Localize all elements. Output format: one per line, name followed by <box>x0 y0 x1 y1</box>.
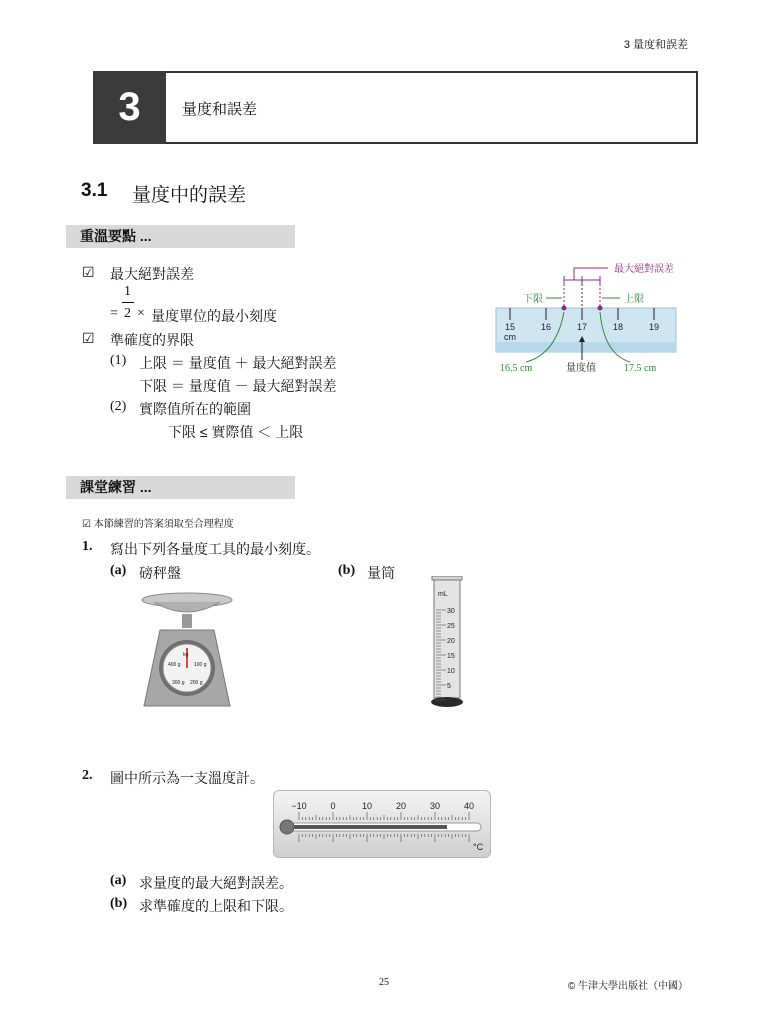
ruler-shade <box>496 342 676 352</box>
lower-bound-formula: 下限 ＝ 量度值 － 最大絕對誤差 <box>139 378 337 394</box>
lower-value: 16.5 cm <box>500 363 533 374</box>
thermometer-tick-label: 40 <box>463 801 475 811</box>
thermometer-tick-label: 0 <box>330 801 336 811</box>
sub-question-label: (a) <box>110 563 127 578</box>
thermometer-tick-label: 10 <box>361 801 373 811</box>
measured-label: 量度值 <box>566 363 596 374</box>
upper-point <box>598 306 603 311</box>
chapter-title: 量度和誤差 <box>182 101 258 118</box>
question-text: 圖中所示為一支溫度計。 <box>110 770 264 786</box>
cylinder-tick-label: 10 <box>447 668 455 675</box>
ruler-tick-label: 18 <box>613 322 624 332</box>
ruler-tick-label: 15 <box>505 322 516 332</box>
kitchen-scale-illustration <box>140 590 236 710</box>
times-sign: × <box>137 306 145 321</box>
fraction-numerator: 1 <box>124 284 131 299</box>
max-error-label: 最大絕對誤差 <box>614 264 674 275</box>
sub-question-label: (a) <box>110 873 127 888</box>
thermometer-illustration <box>273 790 491 858</box>
bounds-heading: 準確度的界限 <box>110 332 194 348</box>
page-number: 25 <box>379 977 389 988</box>
sub-question-text: 求量度的最大絕對誤差。 <box>139 875 293 891</box>
item-label: (1) <box>110 353 127 368</box>
cylinder-base <box>431 697 463 707</box>
thermometer-tick-label: 20 <box>395 801 407 811</box>
ruler-tick-label: 17 <box>577 322 588 332</box>
checkbox-icon: ☑ <box>82 330 95 346</box>
range-heading: 實際值所在的範圍 <box>139 401 251 417</box>
question-number: 2. <box>82 768 93 783</box>
sub-question-label: (b) <box>338 563 356 578</box>
sub-question-label: (b) <box>110 896 128 911</box>
running-header: 3 量度和誤差 <box>623 39 688 51</box>
measuring-cylinder-illustration <box>428 576 468 710</box>
sub-question-text: 求準確度的上限和下限。 <box>139 898 293 914</box>
cylinder-lip <box>432 576 462 580</box>
cylinder-tick-label: 15 <box>447 653 455 660</box>
upper-label: 上限 <box>624 294 644 305</box>
upper-value: 17.5 cm <box>624 363 657 374</box>
scale-mark: 200 g <box>190 680 203 686</box>
scale-mark: 100 g <box>194 662 207 668</box>
fraction-bar <box>122 302 134 303</box>
ruler-unit: cm <box>504 332 516 342</box>
recall-heading-bar: 重溫要點 ... <box>66 225 295 248</box>
equals-sign: = <box>110 306 118 321</box>
cylinder-tick-label: 25 <box>447 623 455 630</box>
range-inequality: 下限 ≤ 實際值 ＜ 上限 <box>168 424 304 440</box>
ruler-tick-label: 16 <box>541 322 552 332</box>
item-label: (2) <box>110 399 127 414</box>
scale-mark: 300 g <box>172 680 185 686</box>
thermometer-bulb <box>280 820 294 834</box>
question-text: 寫出下列各量度工具的最小刻度。 <box>110 541 320 557</box>
max-error-heading: 最大絕對誤差 <box>110 266 194 282</box>
cylinder-tick-label: 5 <box>447 683 451 690</box>
lower-label: 下限 <box>523 294 543 305</box>
practice-note: ☑ 本節練習的答案須取至合理程度 <box>82 519 234 530</box>
thermometer-tick-label: 30 <box>429 801 441 811</box>
cylinder-tick-label: 20 <box>447 638 455 645</box>
section-title: 量度中的誤差 <box>132 185 247 206</box>
thermometer-unit: °C <box>473 842 484 852</box>
scale-stem <box>182 614 192 628</box>
ruler-figure <box>490 258 695 383</box>
practice-heading-bar: 課堂練習 ... <box>66 476 295 499</box>
sub-question-text: 磅秤盤 <box>139 565 181 581</box>
thermometer-liquid <box>289 825 447 829</box>
lower-point <box>562 306 567 311</box>
question-number: 1. <box>82 539 93 554</box>
cylinder-unit: mL <box>438 591 448 598</box>
ruler-tick-label: 19 <box>649 322 660 332</box>
thermometer-tick-label: −10 <box>291 801 307 811</box>
scale-unit: kg <box>183 652 189 658</box>
scale-mark: 400 g <box>168 662 181 668</box>
checkbox-icon: ☑ <box>82 264 95 280</box>
section-number: 3.1 <box>81 180 108 201</box>
scale-pan-bowl <box>154 602 220 612</box>
leader-line <box>574 268 608 280</box>
upper-bound-formula: 上限 ＝ 量度值 ＋ 最大絕對誤差 <box>139 355 337 371</box>
fraction-denominator: 2 <box>124 306 131 321</box>
copyright-notice: © 牛津大學出版社（中國） <box>567 981 688 992</box>
sub-question-text: 量筒 <box>367 565 395 581</box>
chapter-number: 3 <box>93 71 166 144</box>
cylinder-tick-label: 30 <box>447 608 455 615</box>
formula-text: 量度單位的最小刻度 <box>151 308 277 324</box>
